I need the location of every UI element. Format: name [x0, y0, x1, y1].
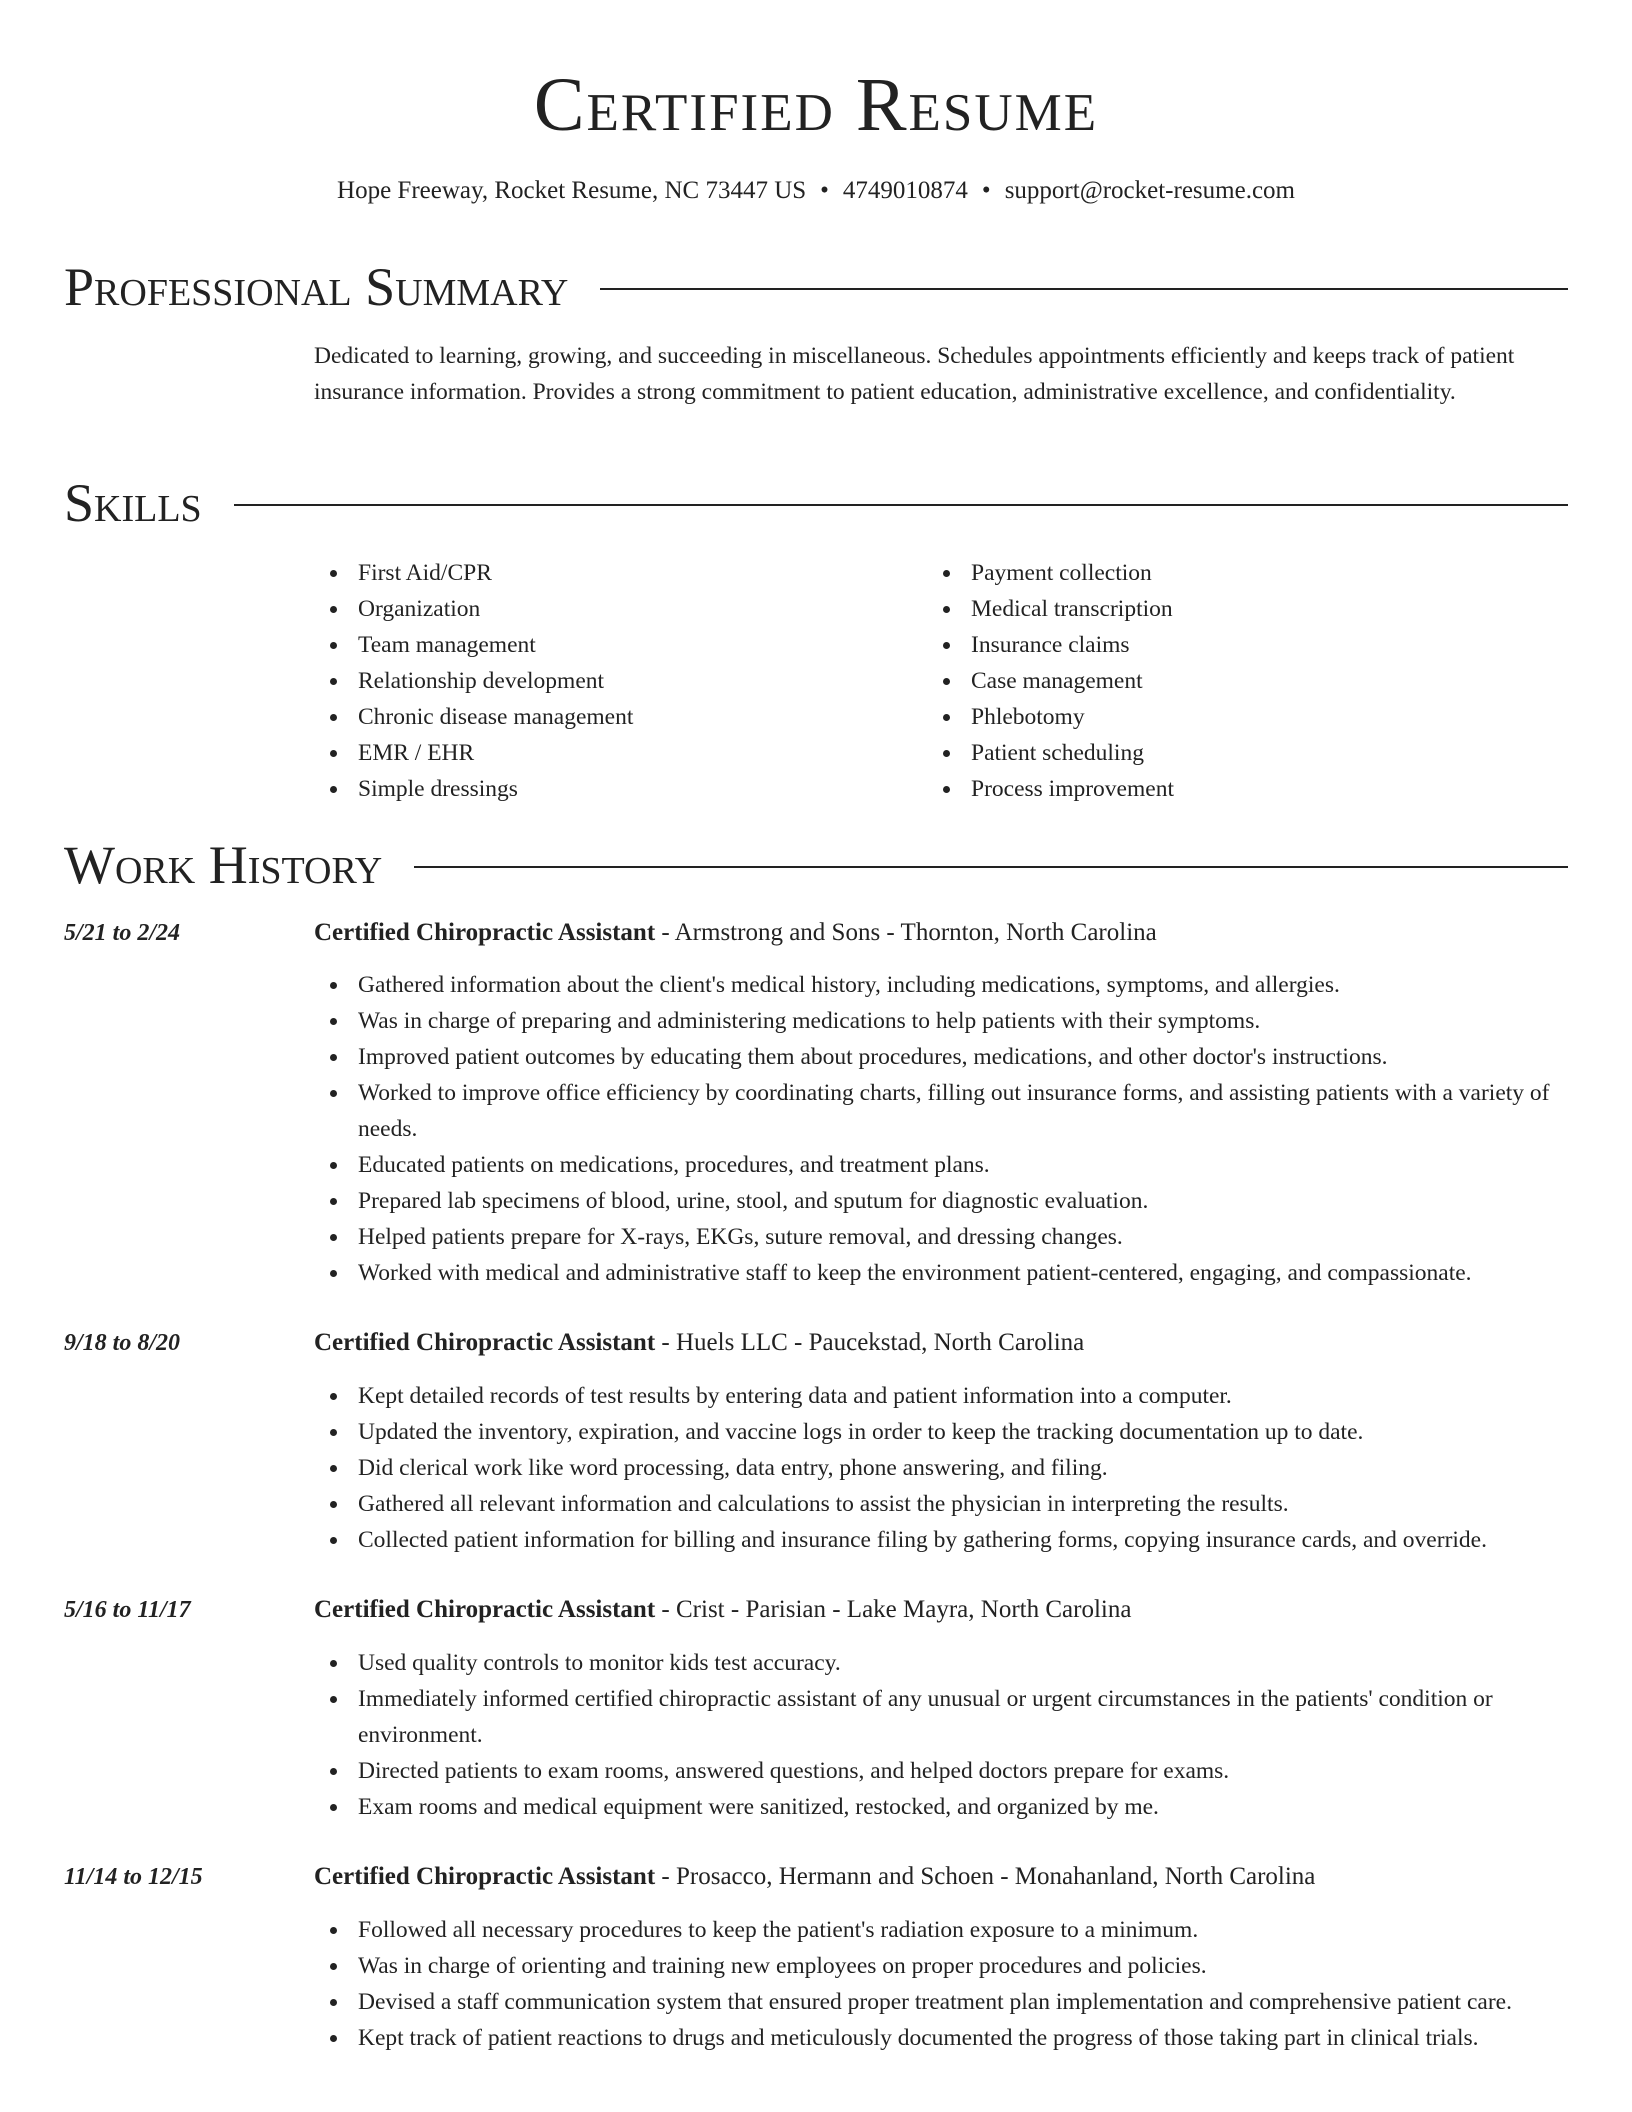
- skill-item: Insurance claims: [927, 627, 1487, 663]
- job-role: Certified Chiropractic Assistant: [314, 1596, 656, 1623]
- job-bullet: Exam rooms and medical equipment were sanitized, restocked, and organized by me.: [314, 1789, 1568, 1825]
- job-employer: - Huels LLC - Paucekstad, North Carolina: [655, 1329, 1085, 1356]
- skill-item: Simple dressings: [314, 771, 874, 807]
- skill-item: Patient scheduling: [927, 735, 1487, 771]
- contact-email: support@rocket-resume.com: [1004, 177, 1295, 204]
- skill-item: Relationship development: [314, 663, 874, 699]
- skill-item: EMR / EHR: [314, 735, 874, 771]
- job-bullet: Directed patients to exam rooms, answered questions, and helped doctors prepare for exams.: [314, 1753, 1568, 1789]
- job-bullets: [314, 1645, 1568, 1825]
- job-bullet: Used quality controls to monitor kids test accuracy.: [314, 1645, 1568, 1681]
- section-heading-skills: [64, 472, 1568, 534]
- job-bullets: [314, 1378, 1568, 1558]
- candidate-name: Certified Resume: [533, 63, 1099, 147]
- job-bullet: Immediately informed certified chiropractic assistant of any unusual or urgent circumstances in the patients' condition or environment.: [314, 1681, 1568, 1753]
- job-heading: [314, 1325, 1568, 1361]
- job-employer: - Prosacco, Hermann and Schoen - Monahanland, North Carolina: [655, 1863, 1316, 1890]
- job-dates: 5/16 to 11/17: [64, 1597, 191, 1623]
- section-title: Skills: [64, 473, 202, 533]
- job-bullet: Was in charge of preparing and administering medications to help patients with their symptoms.: [314, 1003, 1568, 1039]
- job-bullet: Did clerical work like word processing, data entry, phone answering, and filing.: [314, 1450, 1568, 1486]
- skill-item: Process improvement: [927, 771, 1487, 807]
- job-bullet: Gathered all relevant information and calculations to assist the physician in interpreting the results.: [314, 1486, 1568, 1522]
- skill-item: Chronic disease management: [314, 699, 874, 735]
- skill-item: First Aid/CPR: [314, 555, 874, 591]
- job-bullet: Collected patient information for billing and insurance filing by gathering forms, copying insurance cards, and override.: [314, 1522, 1568, 1558]
- skills-list-left: [314, 555, 874, 807]
- section-title: Professional Summary: [64, 257, 569, 317]
- contact-address: Hope Freeway, Rocket Resume, NC 73447 US: [337, 177, 807, 204]
- job-heading: [314, 1592, 1568, 1628]
- section-title: Work History: [64, 835, 383, 895]
- summary-text: Dedicated to learning, growing, and succeeding in miscellaneous. Schedules appointments efficiently and keeps track of patient insurance information. Provides a strong commitment to patient education, administrative excellence, and confidentiality.: [314, 343, 1515, 405]
- job-bullet: Kept track of patient reactions to drugs and meticulously documented the progress of those taking part in clinical trials.: [314, 2020, 1568, 2056]
- skill-item: Phlebotomy: [927, 699, 1487, 735]
- job-bullet: Devised a staff communication system that ensured proper treatment plan implementation and comprehensive patient care.: [314, 1984, 1568, 2020]
- section-heading-summary: [64, 256, 1568, 318]
- job-bullet: Worked to improve office efficiency by coordinating charts, filling out insurance forms, and assisting patients with a variety of needs.: [314, 1075, 1568, 1147]
- job-employer: - Crist - Parisian - Lake Mayra, North Carolina: [655, 1596, 1132, 1623]
- job-dates: 5/21 to 2/24: [64, 920, 181, 946]
- skill-item: Medical transcription: [927, 591, 1487, 627]
- job-bullet: Followed all necessary procedures to keep the patient's radiation exposure to a minimum.: [314, 1912, 1568, 1948]
- job-bullet: Worked with medical and administrative staff to keep the environment patient-centered, engaging, and compassionate.: [314, 1255, 1568, 1291]
- contact-phone: 4749010874: [842, 177, 968, 204]
- job-role: Certified Chiropractic Assistant: [314, 1863, 656, 1890]
- job-bullets: [314, 1912, 1568, 2056]
- job-role: Certified Chiropractic Assistant: [314, 919, 656, 946]
- section-heading-work-history: [64, 834, 1568, 896]
- job-heading: [314, 1859, 1568, 1895]
- section-divider: [234, 504, 1568, 506]
- contact-line: [0, 174, 1632, 208]
- job-dates: 9/18 to 8/20: [64, 1330, 181, 1356]
- job-heading: [314, 915, 1568, 951]
- job-bullet: Improved patient outcomes by educating them about procedures, medications, and other doctor's instructions.: [314, 1039, 1568, 1075]
- skill-item: Organization: [314, 591, 874, 627]
- job-bullet: Gathered information about the client's medical history, including medications, symptoms, and allergies.: [314, 967, 1568, 1003]
- job-bullet: Prepared lab specimens of blood, urine, stool, and sputum for diagnostic evaluation.: [314, 1183, 1568, 1219]
- contact-separator: •: [820, 177, 829, 204]
- job-bullet: Updated the inventory, expiration, and vaccine logs in order to keep the tracking documentation up to date.: [314, 1414, 1568, 1450]
- job-bullet: Was in charge of orienting and training new employees on proper procedures and policies.: [314, 1948, 1568, 1984]
- job-bullet: Kept detailed records of test results by entering data and patient information into a computer.: [314, 1378, 1568, 1414]
- job-bullet: Educated patients on medications, procedures, and treatment plans.: [314, 1147, 1568, 1183]
- skill-item: Team management: [314, 627, 874, 663]
- skill-item: Payment collection: [927, 555, 1487, 591]
- job-bullet: Helped patients prepare for X-rays, EKGs, suture removal, and dressing changes.: [314, 1219, 1568, 1255]
- contact-separator: •: [981, 177, 991, 204]
- section-divider: [600, 288, 1568, 290]
- job-dates: 11/14 to 12/15: [64, 1864, 203, 1890]
- job-bullets: [314, 967, 1568, 1291]
- job-employer: - Armstrong and Sons - Thornton, North Carolina: [655, 919, 1157, 946]
- section-divider: [414, 866, 1568, 868]
- job-role: Certified Chiropractic Assistant: [314, 1329, 656, 1356]
- skill-item: Case management: [927, 663, 1487, 699]
- skills-list-right: [927, 555, 1487, 807]
